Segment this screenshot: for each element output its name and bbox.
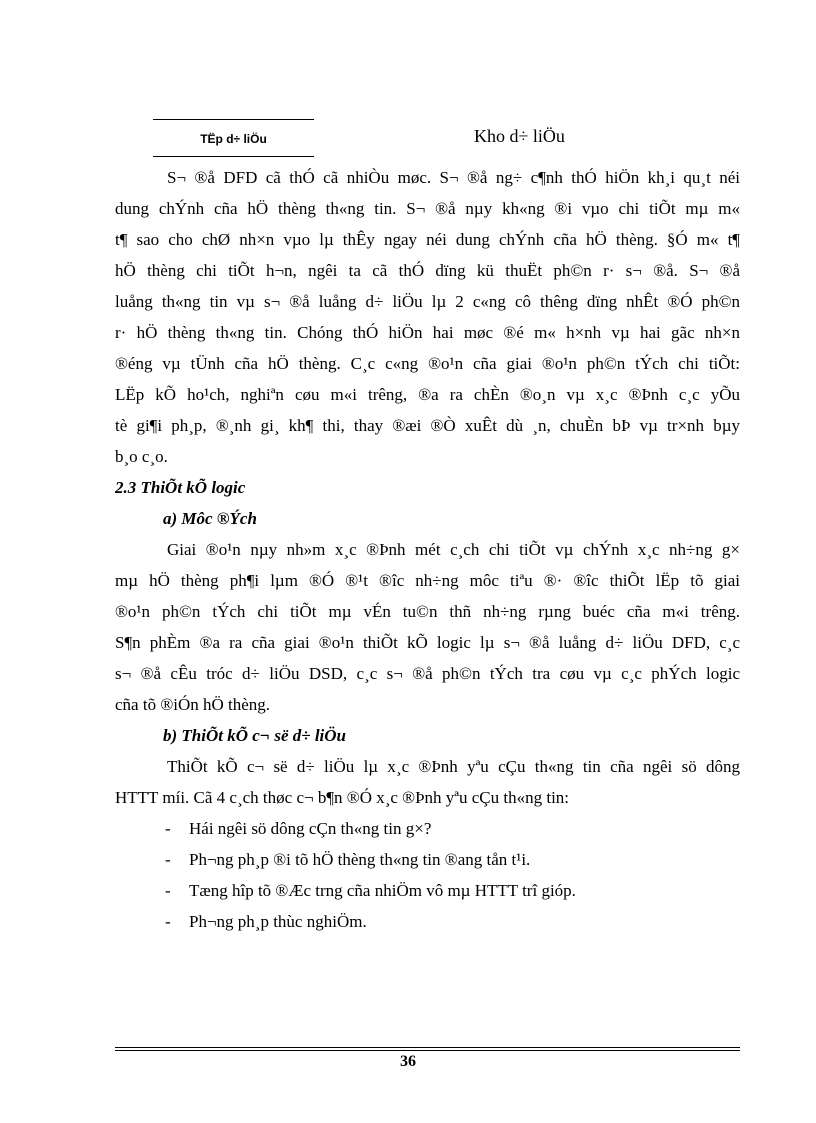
- text-line: ®éng vµ tÜnh cña hÖ thèng. C¸c c«ng ®o¹n cña giai ®o¹n ph©n tÝch chi tiÕt:: [115, 354, 740, 373]
- bullet-marker: -: [165, 912, 171, 931]
- paragraph-purpose: [115, 534, 740, 720]
- text-line: b¸o c¸o.: [115, 447, 168, 466]
- text-line: dung chÝnh cña hÖ thèng th«ng tin. S¬ ®å nµy kh«ng ®i vµo chi tiÕt mµ m«: [115, 199, 740, 218]
- text-line: r· hÖ thèng th«ng tin. Chóng thÓ hiÖn hai møc ®é m« h×nh vµ hai gãc nh×n: [115, 323, 740, 342]
- data-store-bottom-rule: [153, 156, 314, 157]
- paragraph-dfd: [115, 162, 740, 472]
- subsection-heading-a: a) Môc ®Ých: [163, 509, 257, 528]
- text-line: t¶ sao cho chØ nh×n vµo lµ thÊy ngay néi dung chÝnh cña hÖ thèng. §Ó m« t¶: [115, 230, 740, 249]
- footer-rule-top: [115, 1047, 740, 1048]
- text-line: S¶n phÈm ®a ra cña giai ®o¹n thiÕt kÕ logic lµ s¬ ®å luång d÷ liÖu DFD, c¸c: [115, 633, 740, 652]
- data-store-top-rule: [153, 119, 314, 120]
- paragraph-database-design: [115, 751, 740, 813]
- list-item: [115, 844, 740, 875]
- list-item: [115, 875, 740, 906]
- list-item-text: Ph¬ng ph¸p ®i tõ hÖ thèng th«ng tin ®ang tån t¹i.: [189, 850, 531, 869]
- text-line: tè gi¶i ph¸p, ®¸nh gi¸ kh¶ thi, thay ®æi ®Ò xuÊt dù ¸n, chuÈn bÞ vµ tr×nh bµy: [115, 416, 740, 435]
- subsection-heading-b: b) ThiÕt kÕ c¬ së d÷ liÖu: [163, 726, 347, 745]
- data-store-description: Kho d÷ liÖu: [474, 126, 565, 146]
- page-number: 36: [400, 1053, 416, 1070]
- bullet-marker: -: [165, 850, 171, 869]
- bullet-list: [115, 813, 740, 937]
- bullet-marker: -: [165, 819, 171, 838]
- list-item: [115, 906, 740, 937]
- body-text: [115, 162, 740, 937]
- text-line: mµ hÖ thèng ph¶i lµm ®Ó ®¹t ®îc nh÷ng môc tiªu ®· ®îc thiÕt lËp tõ giai: [115, 571, 740, 590]
- text-line: s¬ ®å cÊu tróc d÷ liÖu DSD, c¸c s¬ ®å ph©n tÝch tra cøu vµ c¸c phÝch logic: [115, 664, 740, 683]
- list-item-text: Tæng hîp tõ ®Æc trng cña nhiÖm vô mµ HTTT trî gióp.: [189, 881, 576, 900]
- list-item-text: Ph¬ng ph¸p thùc nghiÖm.: [189, 912, 367, 931]
- text-line: hÖ thèng chi tiÕt h¬n, ngêi ta cã thÓ dïng kü thuËt ph©n r· s¬ ®å. S¬ ®å: [115, 261, 740, 280]
- data-store-label: TËp d÷ liÖu: [200, 132, 267, 146]
- footer-rule-bottom: [115, 1050, 740, 1051]
- list-item-text: Hái ngêi sö dông cÇn th«ng tin g×?: [189, 819, 432, 838]
- text-line: ®o¹n ph©n tÝch chi tiÕt mµ vÉn tu©n thñ nh÷ng rµng buéc cña m«i trêng.: [115, 602, 740, 621]
- text-line: cña tõ ®iÓn hÖ thèng.: [115, 695, 271, 714]
- text-line: Giai ®o¹n nµy nh»m x¸c ®Þnh mét c¸ch chi tiÕt vµ chÝnh x¸c nh÷ng g×: [167, 540, 740, 559]
- text-line: S¬ ®å DFD cã thÓ cã nhiÒu møc. S¬ ®å ng÷ c¶nh thÓ hiÖn kh¸i qu¸t néi: [167, 168, 740, 187]
- list-item: [115, 813, 740, 844]
- bullet-marker: -: [165, 881, 171, 900]
- text-line: LËp kÕ ho¹ch, nghiªn cøu m«i trêng, ®a ra chÈn ®o¸n vµ x¸c ®Þnh c¸c yÕu: [115, 385, 740, 404]
- text-line: luång th«ng tin vµ s¬ ®å luång d÷ liÖu lµ 2 c«ng cô thêng dïng nhÊt ®Ó ph©n: [115, 292, 740, 311]
- text-line: HTTT míi. Cã 4 c¸ch thøc c¬ b¶n ®Ó x¸c ®Þnh yªu cÇu th«ng tin:: [115, 788, 570, 807]
- section-heading-2-3: 2.3 ThiÕt kÕ logic: [115, 478, 246, 497]
- text-line: ThiÕt kÕ c¬ së d÷ liÖu lµ x¸c ®Þnh yªu cÇu th«ng tin cña ngêi sö dông: [167, 757, 740, 776]
